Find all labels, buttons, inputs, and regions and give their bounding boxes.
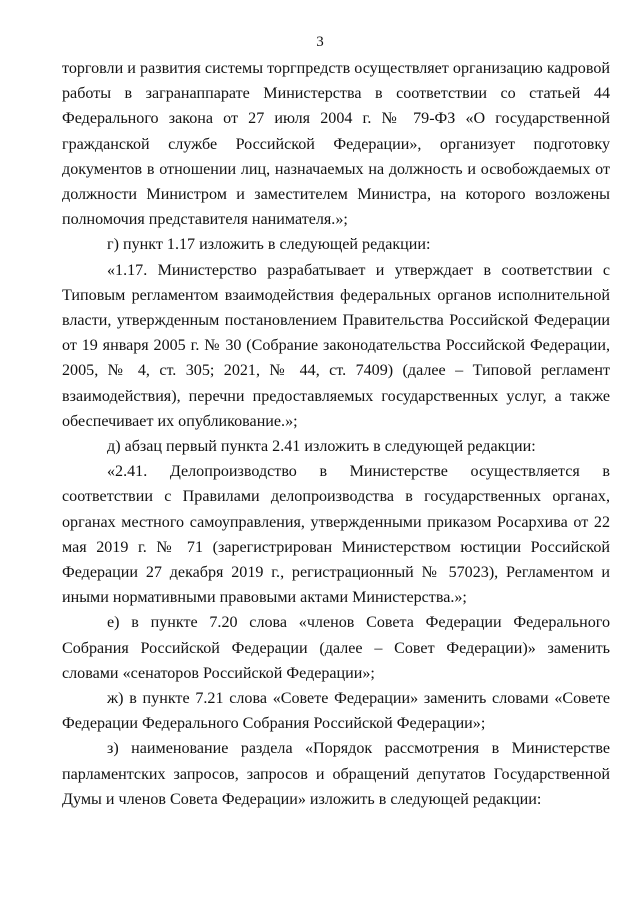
paragraph-item-z: з) наименование раздела «Порядок рассмотрения в Министерстве парламентских запросов, запросов и обращений депутатов Государственной Думы и членов Совета Федерации» изложить в следующей редакции: (62, 740, 610, 808)
page-number: 3 (316, 34, 324, 50)
paragraph-continuation: торговли и развития системы торгпредств осуществляет организацию кадровой работы в загранаппарате Министерства в соответствии со статьей 44 Федерального закона от 27 июля 2004 г. № 79-ФЗ «О государственной гражданской службе Российской Федерации», организует подготовку документов в отношении лиц, назначаемых на должность и освобождаемых от должности Министром и заместителем Министра, на которого возложены полномочия представителя нанимателя.»; (62, 60, 610, 229)
document-body (62, 56, 610, 812)
paragraph-item-d: д) абзац первый пункта 2.41 изложить в следующей редакции: (107, 438, 536, 456)
paragraph-clause-1-17: «1.17. Министерство разрабатывает и утверждает в соответствии с Типовым регламентом взаимодействия федеральных органов исполнительной власти, утвержденным постановлением Правительства Российской Федерации от 19 января 2005 г. № 30 (Собрание законодательства Российской Федерации, 2005, № 4, ст. 305; 2021, № 44, ст. 7409) (далее – Типовой регламент взаимодействия), перечни предоставляемых государственных услуг, а также обеспечивает их опубликование.»; (62, 261, 610, 430)
paragraph-item-e: е) в пункте 7.20 слова «членов Совета Федерации Федерального Собрания Российской Федерации (далее – Совет Федерации)» заменить словами «сенаторов Российской Федерации»; (62, 614, 610, 682)
paragraph-clause-2-41: «2.41. Делопроизводство в Министерстве осуществляется в соответствии с Правилами делопроизводства в государственных органах, органах местного самоуправления, утвержденными приказом Росархива от 22 мая 2019 г. № 71 (зарегистрирован Министерством юстиции Российской Федерации 27 декабря 2019 г., регистрационный № 57023), Регламентом и иными нормативными правовыми актами Министерства.»; (62, 463, 610, 607)
paragraph-item-zh: ж) в пункте 7.21 слова «Совете Федерации» заменить словами «Совете Федерации Федерального Собрания Российской Федерации»; (62, 690, 610, 733)
paragraph-item-g: г) пункт 1.17 изложить в следующей редакции: (107, 236, 431, 254)
